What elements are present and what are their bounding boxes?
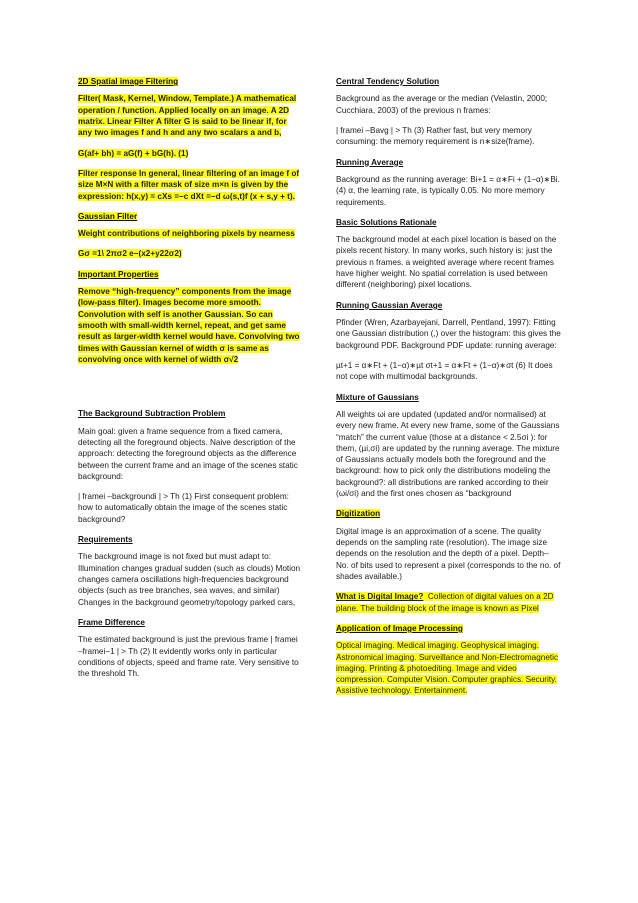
heading-frame-difference: Frame Difference [78,617,145,627]
left-column [78,76,303,689]
paragraph-weight-contributions: Weight contributions of neighboring pixels by nearness [78,229,295,239]
paragraph-filter-response: Filter response In general, linear filtering of an image f of size M×N with a filter mask of size m×n is given by the expression: h(x,y) = cXs =−c dXt =−d ω(s,t)f (x + s,y + t). [78,168,300,201]
paragraph-main-goal: Main goal: given a frame sequence from a fixed camera, detecting all the foreground objects. Naive description of the approach: detecting the foreground objects as the difference between the current frame and an image of the scenes static background: [78,426,298,481]
paragraph-filter-definition: Filter( Mask, Kernel, Window, Template.) A mathematical operation / function. Applied locally on an image. A 2D matrix. Linear Filter A filter G is said to be linear if, for any two images f and h and any two scalars a and b, [78,94,297,138]
paragraph-gaussian-formula: Gσ =1\ 2πσ2 e−(x2+y22σ2) [78,249,182,259]
heading-gaussian-filter: Gaussian Filter [78,211,138,221]
heading-important-properties: Important Properties [78,269,159,279]
paragraph-memory-consuming: | framei –Bavg | > Th (3) Rather fast, but very memory consuming: the memory requirement is n∗size(frame). [336,125,535,147]
heading-basic-solutions: Basic Solutions Rationale [336,217,437,227]
paragraph-frame-difference: The estimated background is just the previous frame | framei –framei−1 | > Th (2) It evidently works only in particular conditions of objects, speed and frame rate. Very sensitive to the threshold Th. [78,635,299,679]
paragraph-running-average: Background as the running average: Bi+1 = α∗Fi + (1−α)∗Bi. (4) α, the learning rate, is typically 0.05. No more memory requirements. [336,174,560,207]
paragraph-background-average: Background as the average or the median (Velastin, 2000; Cucchiara, 2003) of the previous n frames: [336,94,548,115]
heading-running-gaussian: Running Gaussian Average [336,300,443,310]
paragraph-digitization: Digital image is an approximation of a scene. The quality depends on the sampling rate (resolution). The image size depends on the resolution and the depth of a pixel. Depth–No. of bits used to represent a pixel (corresponds to the no. of shades available.) [336,526,561,581]
paragraph-applications: Optical imaging. Medical imaging. Geophysical imaging. Astronomical imaging. Surveillance and Non-Electromagnetic imaging. Printing & photoediting. Image and video compression. Computer Vision. Computer graphics. Security. Assistive technology. Entertainment. [336,641,559,696]
heading-requirements: Requirements [78,535,133,545]
paragraph-digital-image [336,591,561,614]
heading-digitization: Digitization [336,509,381,519]
heading-background-subtraction: The Background Subtraction Problem [78,409,226,419]
paragraph-mixture-gaussians: All weights ωi are updated (updated and/or normalised) at every new frame. At every new frame, some of the Gaussians “match” the current value (those at a distance < 2.5σi ): for them, (µi,σi) are updated by the running average. The mixture of Gaussians actually models both the foreground and the background: how to pick only the distributions modeling the background?: all distributions are ranked according to their (ωi/σi) and the first ones chosen as “background [336,409,560,499]
right-column [336,76,561,706]
digital-image-question: What is Digital Image? [336,592,424,602]
heading-running-average: Running Average [336,157,404,167]
paragraph-properties: Remove “high-frequency” components from the image (low-pass filter). Images become more smooth. Convolution with self is another Gaussian. So can smooth with small-width kernel, repeat, and get same result as larger-width kernel would have. Convolving two times with Gaussian kernel of width σ is same as convolving once with kernel of width σ√2 [78,287,300,364]
heading-mixture-gaussians: Mixture of Gaussians [336,392,419,402]
digital-image-answer: Collection of digital values on a 2D plane. The building block of the image is known as Pixel [336,592,554,613]
paragraph-basic-solutions: The background model at each pixel location is based on the pixels recent history. In many works, such history is: just the previous n frames. a weighted average where recent frames have higher weight. No spatial correlation is used between different (neighboring) pixel locations. [336,235,557,290]
heading-applications: Application of Image Processing [336,623,463,633]
heading-spatial-filtering: 2D Spatial image Filtering [78,77,179,86]
heading-central-tendency: Central Tendency Solution [336,77,440,86]
paragraph-mu-update: µt+1 = α∗Ft + (1−α)∗µt σt+1 = α∗Ft + (1−α)∗σt (6) It does not cope with multimodal backgrounds. [336,360,553,382]
paragraph-linearity-equation: G(af+ bh) = aG(f) + bG(h). (1) [78,148,189,158]
paragraph-first-problem: | framei –backgroundi | > Th (1) First consequent problem: how to automatically obtain the image of the scenes static background? [78,492,289,524]
paragraph-requirements: The background image is not fixed but must adapt to: Illumination changes gradual sudden (such as clouds) Motion changes camera oscillations high-frequencies background objects (such as tree branches, sea waves, and similar) Changes in the background geometry/topology parked cars, [78,552,301,607]
paragraph-pfinder: Pfinder (Wren, Azarbayejani, Darrell, Pentland, 1997): Fitting one Gaussian distribution (,) over the histogram: this gives the background PDF. Background PDF update: running average: [336,318,561,350]
